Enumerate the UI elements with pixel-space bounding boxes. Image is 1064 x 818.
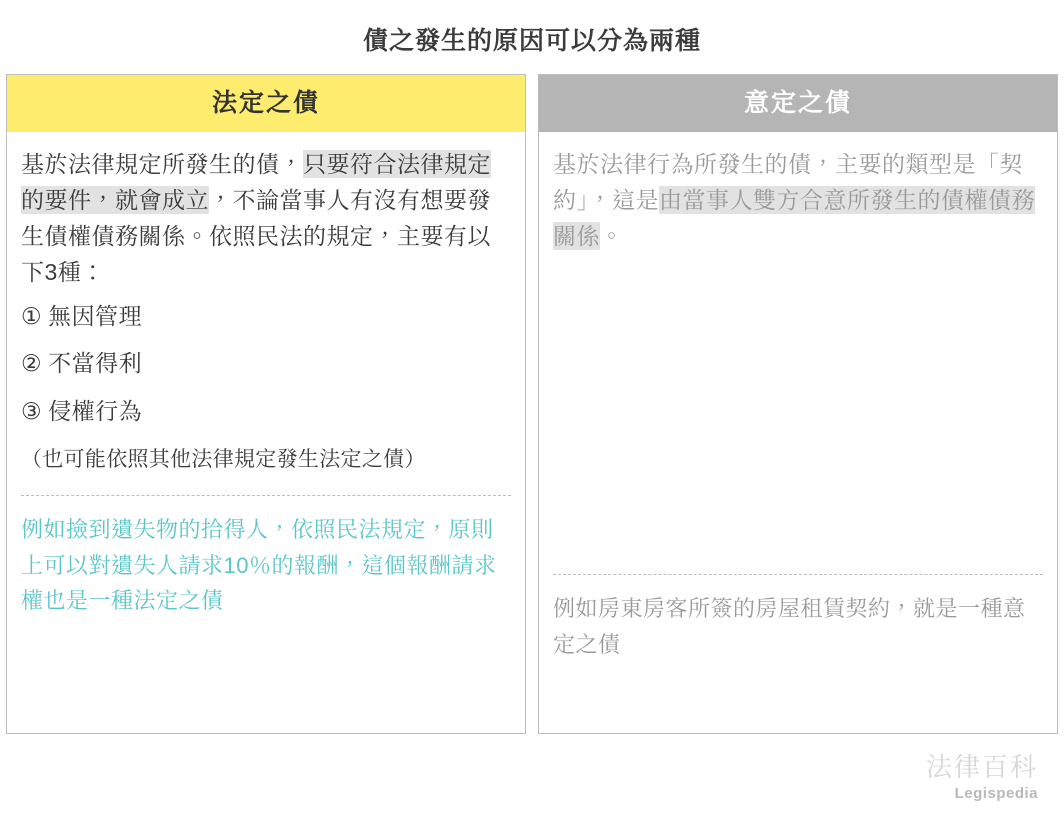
column-agreed-obligation <box>538 74 1058 734</box>
legal-example: 例如撿到遺失物的拾得人，依照民法規定，原則上可以對遺失人請求10％的報酬，這個報酬請求權也是一種法定之債 <box>21 517 497 614</box>
agreed-text-part-3: 。 <box>600 223 624 250</box>
agreed-text-highlight: 由當事人雙方合意所發生的債權債務關係 <box>553 186 1035 250</box>
list-item-number: ① <box>21 302 43 329</box>
brand-name-english: Legispedia <box>954 785 1038 802</box>
column-legal-header: 法定之債 <box>7 75 525 132</box>
legal-text-highlight: 只要符合法律規定的要件，就會成立 <box>21 150 491 213</box>
column-agreed-body <box>539 132 1057 734</box>
agreed-text-part-1: 基於法律行為所發生的債，主要的類型是「契約」，這是 <box>553 150 1023 213</box>
list-item-label: 不當得利 <box>48 350 143 377</box>
list-item-label: 無因管理 <box>48 302 143 329</box>
list-item <box>21 394 511 430</box>
legal-text-part-3: ，不論當事人有沒有想要發生債權債務關係。依照民法的規定，主要有以下3種： <box>21 186 491 286</box>
column-agreed-paragraph <box>553 146 1043 255</box>
agreed-spacer <box>553 663 1043 733</box>
agreed-empty-space <box>553 256 1043 556</box>
list-item <box>21 346 511 382</box>
agreed-example: 例如房東房客所簽的房屋租賃契約，就是一種意定之債 <box>553 596 1026 658</box>
list-item-number: ② <box>21 350 43 377</box>
legal-text-part-1: 基於法律規定所發生的債， <box>21 150 303 177</box>
comparison-columns <box>0 56 1064 734</box>
column-legal-paragraph <box>21 146 511 291</box>
column-agreed-header: 意定之債 <box>539 75 1057 132</box>
brand-name-chinese: 法律百科 <box>925 751 1038 782</box>
agreed-divider <box>553 574 1043 575</box>
legal-spacer <box>21 619 511 733</box>
list-item <box>21 299 511 335</box>
brand-footer <box>926 752 1038 802</box>
list-item-number: ③ <box>21 398 43 425</box>
page-title: 債之發生的原因可以分為兩種 <box>362 27 701 55</box>
legal-note: （也可能依照其他法律規定發生法定之債） <box>21 447 426 471</box>
column-legal-obligation <box>6 74 526 734</box>
legal-divider <box>21 495 511 496</box>
legal-types-list <box>21 299 511 442</box>
list-item-label: 侵權行為 <box>48 398 143 425</box>
column-legal-body <box>7 132 525 734</box>
